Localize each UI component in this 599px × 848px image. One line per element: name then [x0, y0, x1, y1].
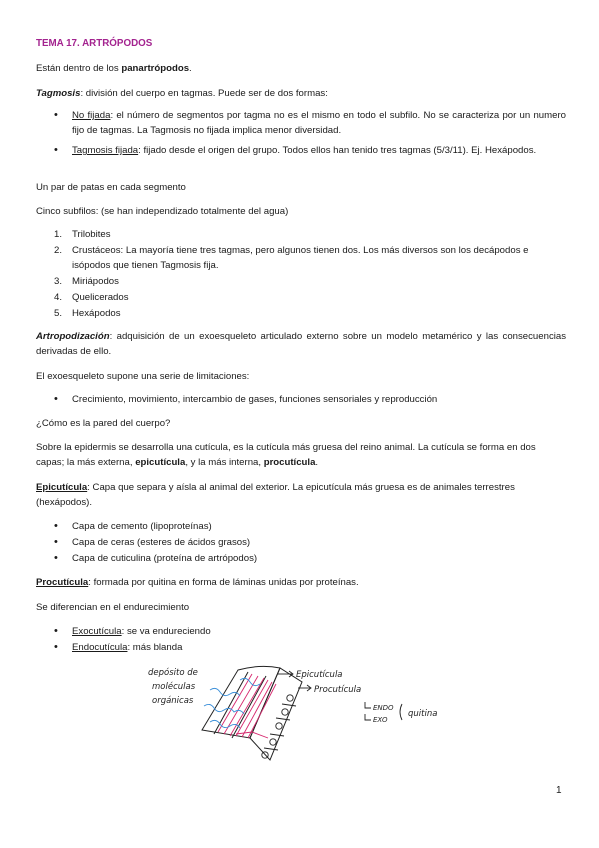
epicuticula-text: : Capa que separa y aísla al animal del exterior. La epicutícula más gruesa es de animales terrestres (hexápodos).	[36, 482, 515, 508]
list-item: • Capa de ceras (esteres de ácidos grasos)	[36, 535, 566, 550]
cuticula-end: .	[315, 457, 319, 468]
list-item-text: Quelicerados	[72, 292, 129, 303]
exo-label: EXO	[373, 716, 388, 724]
procuticula-term: Procutícula	[36, 577, 89, 588]
list-item-text: Miriápodos	[72, 276, 119, 287]
list-item-term: Endocutícula	[72, 642, 128, 653]
list-number: 2.	[54, 245, 63, 256]
list-item	[36, 624, 566, 639]
list-item	[36, 640, 566, 655]
list-item-text: : más blanda	[127, 642, 183, 653]
list-number: 4.	[54, 292, 63, 303]
intro-paragraph	[36, 61, 566, 76]
epicuticula-paragraph	[36, 480, 566, 510]
list-item-term: Exocutícula	[72, 626, 122, 637]
cuticula-bold-pro: procutícula	[263, 457, 316, 468]
tagmosis-text: : división del cuerpo en tagmas. Puede ser de dos formas:	[80, 88, 328, 99]
artropodizacion-term: Artropodización	[36, 331, 110, 342]
cuticula-paragraph	[36, 440, 566, 470]
intro-text: Están dentro de los	[36, 63, 122, 74]
subfilos-list	[36, 227, 566, 321]
list-item: • Capa de cemento (lipoproteínas)	[36, 519, 566, 534]
subfilos-heading: Cinco subfilos: (se han independizado totalmente del agua)	[36, 206, 289, 217]
epicuticula-term: Epicutícula	[36, 482, 88, 493]
list-number: 1.	[54, 229, 63, 240]
list-item-term: Tagmosis fijada	[72, 145, 139, 156]
procuticle-label: Procutícula	[314, 685, 362, 695]
procuticula-paragraph	[36, 575, 566, 590]
list-item-text: : el número de segmentos por tagma no es el mismo en todo el subfilo. No se caracteriza por un numero fijo de tagmas. La Tagmosis no fijada implica menor diversidad.	[72, 110, 566, 136]
pair-legs-paragraph: Un par de patas en cada segmento	[36, 182, 186, 193]
intro-end: .	[189, 63, 192, 74]
list-item-text: Trilobites	[72, 229, 111, 240]
limitaciones-list	[36, 392, 566, 407]
artropodizacion-text: : adquisición de un exoesqueleto articulado externo sobre un modelo metamérico y las consecuencias derivadas de ello.	[36, 331, 566, 357]
cuticle-band	[202, 666, 302, 760]
procuticle-hatch	[218, 674, 276, 738]
cuticle-sketch	[140, 660, 470, 770]
list-item	[36, 290, 566, 305]
endurecimiento-heading: Se diferencian en el endurecimiento	[36, 602, 190, 613]
list-item: • Capa de cuticulina (proteína de artrópodos)	[36, 551, 566, 566]
epicuticula-list	[36, 519, 566, 566]
page-title: TEMA 17. ARTRÓPODOS	[36, 38, 153, 49]
list-item-text: Hexápodos	[72, 308, 121, 319]
procuticula-text: : formada por quitina en forma de láminas unidas por proteínas.	[88, 577, 359, 588]
list-item	[36, 306, 566, 321]
epidermis-cells	[262, 695, 296, 758]
list-item	[36, 108, 566, 138]
endo-label: ENDO	[373, 704, 394, 712]
list-item-text: : se va endureciendo	[121, 626, 211, 637]
list-item	[36, 274, 566, 289]
list-item-text: Crustáceos: La mayoría tiene tres tagmas, pero algunos tienen dos. Los más diversos son los decápodos e isópodos que tienen Tagmosis fija.	[72, 245, 529, 271]
tagmosis-term: Tagmosis	[36, 88, 81, 99]
list-item-term: No fijada	[72, 110, 111, 121]
sketch-note-line: depósito de	[148, 668, 198, 678]
cuticula-text-mid: , y la más interna,	[185, 457, 264, 468]
intro-bold: panartrópodos	[121, 63, 190, 74]
cuticula-text: Sobre la epidermis se desarrolla una cutícula, es la cutícula más gruesa del reino animal. La cutícula se forma en dos capas; la más externa,	[36, 442, 536, 468]
list-number: 5.	[54, 308, 63, 319]
artropodizacion-paragraph	[36, 329, 566, 359]
list-number: 3.	[54, 276, 63, 287]
list-item: • Crecimiento, movimiento, intercambio de gases, funciones sensoriales y reproducción	[36, 392, 566, 407]
list-item	[36, 143, 566, 158]
list-item	[36, 227, 566, 242]
question-paragraph: ¿Cómo es la pared del cuerpo?	[36, 418, 171, 429]
list-item-text: : fijado desde el origen del grupo. Todos ellos han tenido tres tagmas (5/3/11). Ej. Hexápodos.	[138, 145, 537, 156]
sketch-note-line: moléculas	[152, 682, 196, 692]
sketch-note-line: orgánicas	[152, 696, 194, 706]
tagmosis-list	[36, 108, 566, 158]
page-number: 1	[556, 785, 562, 796]
list-item	[36, 243, 566, 273]
cuticula-bold-epi: epicutícula	[135, 457, 186, 468]
endurecimiento-list	[36, 624, 566, 655]
epicuticle-label: Epicutícula	[296, 670, 343, 680]
tagmosis-paragraph	[36, 86, 566, 101]
quitina-label: quitina	[408, 709, 438, 719]
limitaciones-heading: El exoesqueleto supone una serie de limitaciones:	[36, 371, 250, 382]
